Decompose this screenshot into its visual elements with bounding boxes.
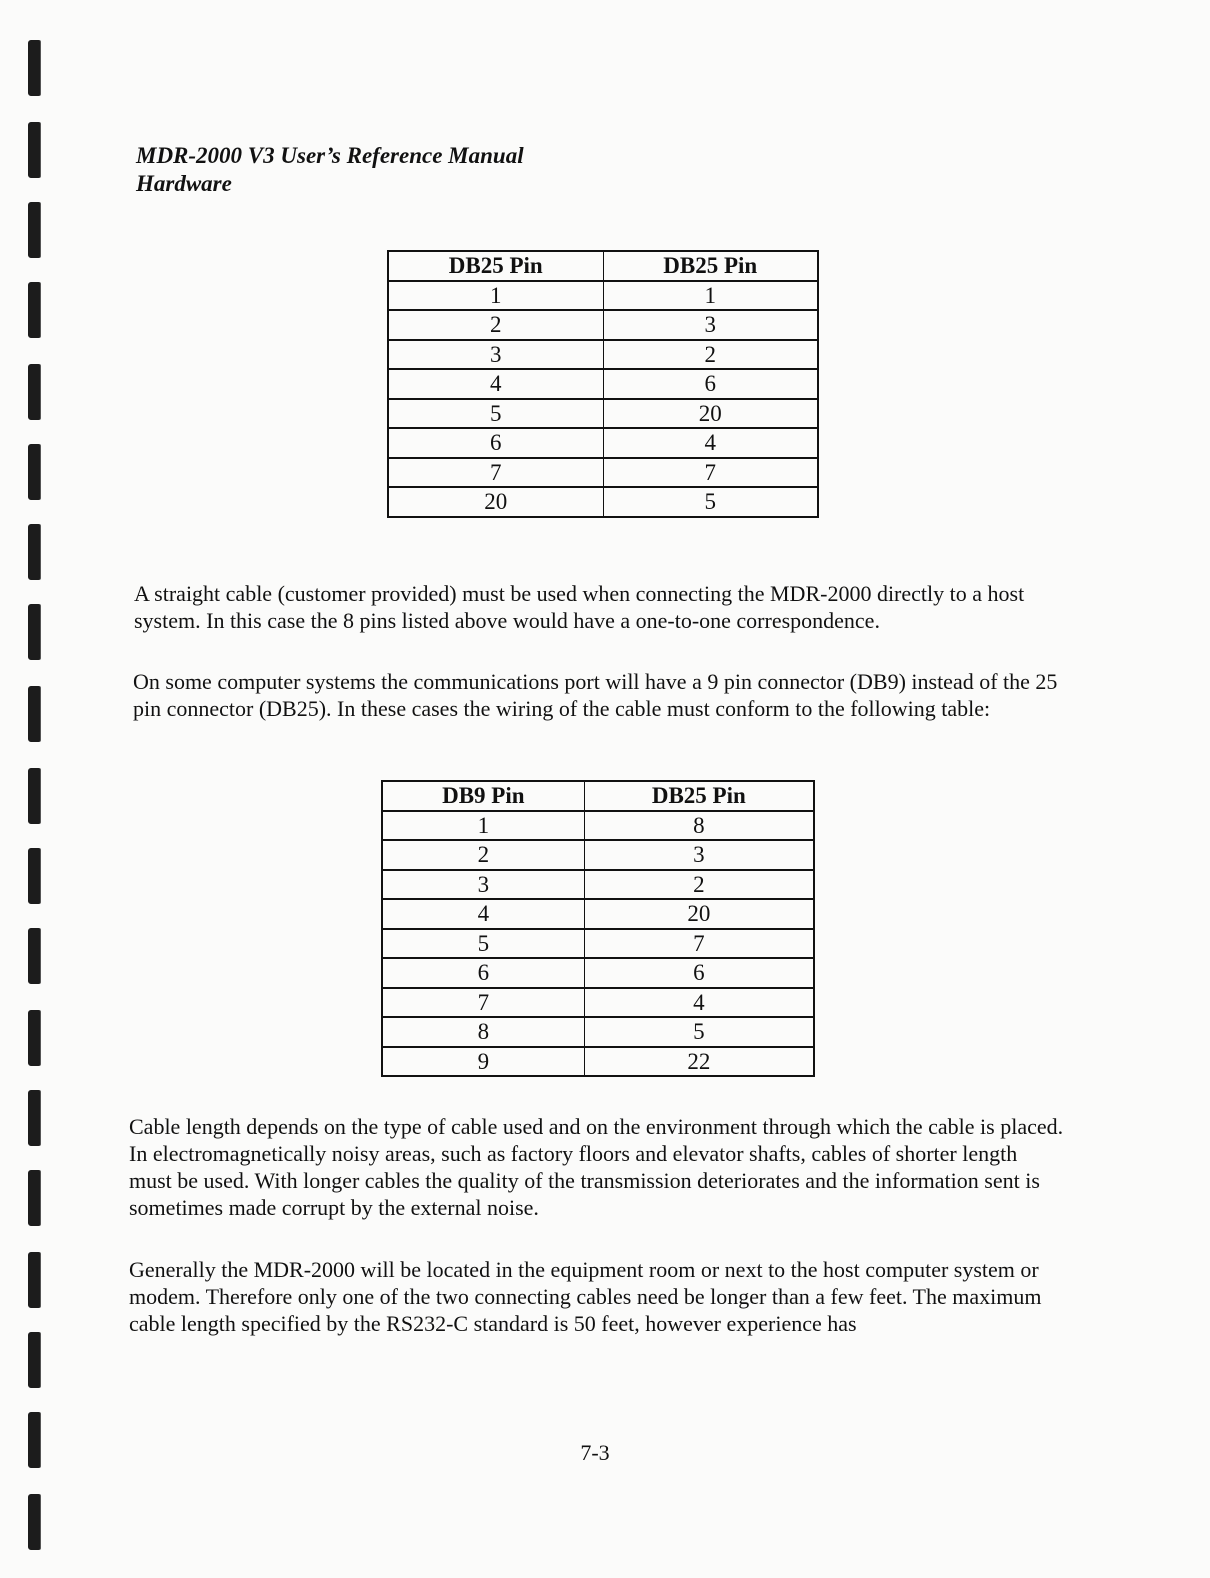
table-row — [382, 1017, 814, 1047]
binding-hole-icon — [28, 122, 40, 178]
table-cell: 5 — [603, 487, 818, 517]
page-header — [136, 142, 524, 198]
binding-hole-icon — [28, 1170, 40, 1226]
db9-connector-paragraph: On some computer systems the communications port will have a 9 pin connector (DB9) instead of the 25 pin connector (DB25). In these cases the wiring of the cable must conform to the following table: — [133, 669, 1058, 721]
table-cell: 20 — [584, 899, 814, 929]
page-number: 7-3 — [580, 1440, 610, 1465]
manual-title: MDR-2000 V3 User’s Reference Manual — [136, 143, 524, 168]
column-header: DB25 Pin — [388, 251, 603, 281]
table-cell: 6 — [603, 369, 818, 399]
table-header-row — [388, 251, 818, 281]
table-row — [388, 487, 818, 517]
column-header: DB25 Pin — [603, 251, 818, 281]
db25-to-db25-pin-table — [387, 250, 819, 518]
table-row — [382, 840, 814, 870]
cable-length-paragraph: Cable length depends on the type of cable used and on the environment through which the cable is placed. In electromagnetically noisy areas, such as factory floors and elevator shafts, cables of shorter length must be used. With longer cables the quality of the transmission deteriorates and the information sent is sometimes made corrupt by the external noise. — [129, 1114, 1064, 1220]
table-cell: 8 — [584, 811, 814, 841]
table-row — [388, 458, 818, 488]
table-cell: 7 — [603, 458, 818, 488]
table-cell: 7 — [584, 929, 814, 959]
table-row — [382, 870, 814, 900]
binding-hole-icon — [28, 928, 40, 984]
table-cell: 6 — [382, 958, 584, 988]
table-cell: 22 — [584, 1047, 814, 1077]
table-cell: 20 — [603, 399, 818, 429]
table-cell: 9 — [382, 1047, 584, 1077]
table-row — [382, 958, 814, 988]
binding-hole-icon — [28, 848, 40, 904]
column-header: DB9 Pin — [382, 781, 584, 811]
table-cell: 6 — [584, 958, 814, 988]
table-cell: 5 — [388, 399, 603, 429]
equipment-location-paragraph: Generally the MDR-2000 will be located in the equipment room or next to the host computer system or modem. Therefore only one of the two connecting cables need be longer than a few feet. The maximum cable length specified by the RS232-C standard is 50 feet, however experience has — [129, 1257, 1042, 1336]
table-cell: 1 — [388, 281, 603, 311]
table-row — [388, 428, 818, 458]
table-cell: 4 — [603, 428, 818, 458]
table-row — [388, 399, 818, 429]
binding-hole-icon — [28, 604, 40, 660]
table-cell: 2 — [584, 870, 814, 900]
straight-cable-paragraph: A straight cable (customer provided) must be used when connecting the MDR-2000 directly to a host system. In this case the 8 pins listed above would have a one-to-one correspondence. — [134, 581, 1025, 633]
table-cell: 4 — [388, 369, 603, 399]
binding-hole-icon — [28, 524, 40, 580]
column-header: DB25 Pin — [584, 781, 814, 811]
table-cell: 2 — [603, 340, 818, 370]
table-cell: 3 — [603, 310, 818, 340]
binding-holes — [0, 0, 60, 1578]
table-row — [388, 310, 818, 340]
table-row — [382, 1047, 814, 1077]
binding-hole-icon — [28, 1252, 40, 1308]
binding-hole-icon — [28, 1090, 40, 1146]
table-cell: 7 — [388, 458, 603, 488]
binding-hole-icon — [28, 444, 40, 500]
binding-hole-icon — [28, 1494, 40, 1550]
binding-hole-icon — [28, 364, 40, 420]
table-header-row — [382, 781, 814, 811]
table-row — [382, 899, 814, 929]
db9-to-db25-pin-table — [381, 780, 815, 1077]
table-row — [388, 281, 818, 311]
table-row — [382, 988, 814, 1018]
binding-hole-icon — [28, 202, 40, 258]
table-cell: 4 — [584, 988, 814, 1018]
table-cell: 8 — [382, 1017, 584, 1047]
table-row — [388, 340, 818, 370]
table-cell: 1 — [603, 281, 818, 311]
table-cell: 2 — [382, 840, 584, 870]
table-cell: 2 — [388, 310, 603, 340]
binding-hole-icon — [28, 686, 40, 742]
binding-hole-icon — [28, 768, 40, 824]
binding-hole-icon — [28, 1332, 40, 1388]
table-cell: 1 — [382, 811, 584, 841]
section-title: Hardware — [136, 171, 232, 196]
binding-hole-icon — [28, 282, 40, 338]
table-cell: 3 — [388, 340, 603, 370]
table-row — [382, 811, 814, 841]
table-cell: 7 — [382, 988, 584, 1018]
table-cell: 5 — [584, 1017, 814, 1047]
table-cell: 3 — [584, 840, 814, 870]
table-cell: 5 — [382, 929, 584, 959]
binding-hole-icon — [28, 1010, 40, 1066]
table-cell: 6 — [388, 428, 603, 458]
binding-hole-icon — [28, 40, 40, 96]
table-row — [382, 929, 814, 959]
table-cell: 4 — [382, 899, 584, 929]
table-cell: 3 — [382, 870, 584, 900]
table-cell: 20 — [388, 487, 603, 517]
table-row — [388, 369, 818, 399]
